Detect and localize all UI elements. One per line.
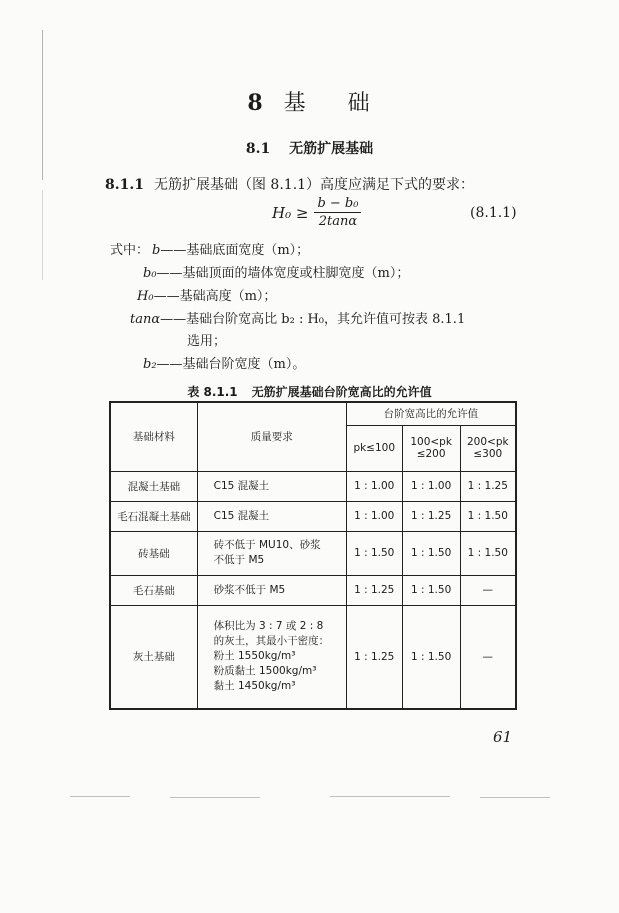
scan-noise-line bbox=[170, 797, 260, 798]
cell-material: 毛石基础 bbox=[110, 575, 197, 605]
definition-b2 bbox=[143, 353, 305, 372]
cell-quality: 砖不低于 MU10、砂浆 不低于 M5 bbox=[197, 531, 346, 575]
definition-b0 bbox=[143, 262, 409, 281]
table-caption-title: 无筋扩展基础台阶宽高比的允许值 bbox=[251, 385, 432, 399]
formula-lhs: H₀ ≥ bbox=[272, 203, 309, 222]
header-pk-100-200: 100<pk ≤200 bbox=[402, 425, 460, 471]
equation-number: (8.1.1) bbox=[470, 205, 517, 221]
table-row bbox=[110, 531, 516, 575]
definition-symbol: b₂ bbox=[143, 357, 157, 372]
header-material: 基础材料 bbox=[110, 402, 197, 471]
scan-noise-line bbox=[70, 796, 130, 797]
cell-v2: 1 : 1.50 bbox=[402, 531, 460, 575]
where-label: 式中： bbox=[110, 243, 150, 258]
cell-material: 混凝土基础 bbox=[110, 471, 197, 501]
cell-quality: C15 混凝土 bbox=[197, 501, 346, 531]
definition-continuation: 选用； bbox=[187, 334, 227, 349]
cell-v1: 1 : 1.25 bbox=[346, 605, 402, 709]
chapter-number: 8 bbox=[247, 90, 265, 116]
cell-v1: 1 : 1.25 bbox=[346, 575, 402, 605]
ratio-table bbox=[109, 401, 517, 710]
header-pk-200-300: 200<pk ≤300 bbox=[460, 425, 516, 471]
cell-v1: 1 : 1.00 bbox=[346, 471, 402, 501]
definition-tan-alpha bbox=[130, 308, 465, 327]
page-number: 61 bbox=[493, 728, 513, 746]
chapter-title-part2: 础 bbox=[347, 91, 372, 116]
binding-edge-line bbox=[42, 190, 43, 280]
cell-v3: 1 : 1.25 bbox=[460, 471, 516, 501]
cell-quality: 砂浆不低于 M5 bbox=[197, 575, 346, 605]
cell-v1: 1 : 1.00 bbox=[346, 501, 402, 531]
definition-symbol: tanα bbox=[130, 312, 161, 327]
cell-v3: — bbox=[460, 575, 516, 605]
cell-v3: — bbox=[460, 605, 516, 709]
definition-text: ——基础台阶宽高比 b₂ : H₀，其允许值可按表 8.1.1 bbox=[160, 312, 466, 327]
cell-quality: 体积比为 3 : 7 或 2 : 8 的灰土，其最小干密度： 粉土 1550kg/m³ 粉质黏土 1500kg/m³ 黏土 1450kg/m³ bbox=[197, 605, 346, 709]
cell-v2: 1 : 1.00 bbox=[402, 471, 460, 501]
cell-v1: 1 : 1.50 bbox=[346, 531, 402, 575]
cell-v3: 1 : 1.50 bbox=[460, 531, 516, 575]
definition-symbol: b₀ bbox=[143, 266, 157, 281]
definition-b bbox=[152, 239, 309, 258]
cell-v3: 1 : 1.50 bbox=[460, 501, 516, 531]
table-row bbox=[110, 501, 516, 531]
cell-v2: 1 : 1.50 bbox=[402, 575, 460, 605]
table-caption-number: 表 8.1.1 bbox=[187, 385, 238, 399]
cell-quality: C15 混凝土 bbox=[197, 471, 346, 501]
cell-material: 灰土基础 bbox=[110, 605, 197, 709]
table-caption bbox=[0, 383, 619, 400]
table-row bbox=[110, 471, 516, 501]
table-row bbox=[110, 605, 516, 709]
clause-text: 无筋扩展基础（图 8.1.1）高度应满足下式的要求： bbox=[153, 177, 475, 193]
definition-text: ——基础台阶宽度（m）。 bbox=[156, 357, 306, 372]
section-title: 无筋扩展基础 bbox=[289, 141, 374, 157]
formula-numerator: b − b₀ bbox=[314, 196, 361, 213]
definition-text: ——基础顶面的墙体宽度或柱脚宽度（m）； bbox=[156, 266, 410, 281]
clause-paragraph bbox=[105, 174, 474, 194]
table-row bbox=[110, 575, 516, 605]
header-ratio-group: 台阶宽高比的允许值 bbox=[346, 402, 516, 425]
cell-material: 砖基础 bbox=[110, 531, 197, 575]
header-quality: 质量要求 bbox=[197, 402, 346, 471]
header-pk-100: pk≤100 bbox=[346, 425, 402, 471]
formula bbox=[272, 196, 361, 229]
formula-denominator: 2tanα bbox=[318, 214, 358, 229]
definition-symbol: H₀ bbox=[137, 289, 154, 304]
section-heading bbox=[0, 138, 619, 158]
cell-material: 毛石混凝土基础 bbox=[110, 501, 197, 531]
definition-h0 bbox=[137, 285, 276, 304]
clause-number: 8.1.1 bbox=[105, 177, 144, 193]
scan-noise-line bbox=[480, 797, 550, 798]
formula-fraction bbox=[314, 196, 361, 229]
definition-text: ——基础底面宽度（m）； bbox=[160, 243, 310, 258]
section-number: 8.1 bbox=[245, 141, 271, 157]
scan-noise-line bbox=[330, 796, 450, 797]
definition-symbol: b bbox=[152, 243, 161, 258]
cell-v2: 1 : 1.50 bbox=[402, 605, 460, 709]
chapter-heading bbox=[0, 86, 619, 117]
chapter-title-part1: 基 bbox=[283, 91, 308, 116]
cell-v2: 1 : 1.25 bbox=[402, 501, 460, 531]
definition-text: ——基础高度（m）； bbox=[153, 289, 277, 304]
